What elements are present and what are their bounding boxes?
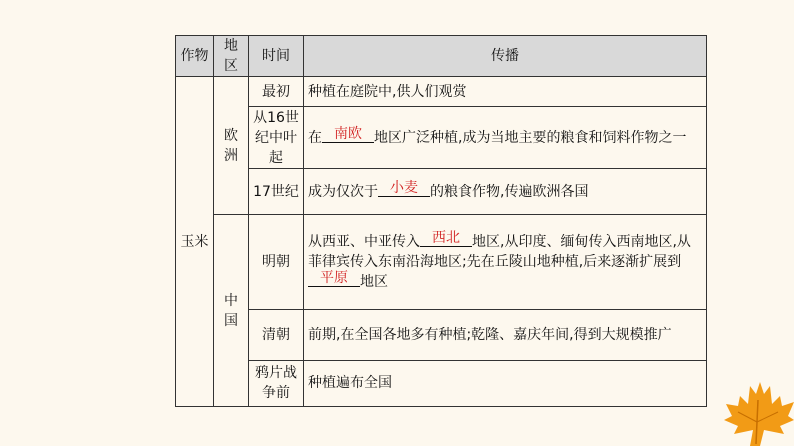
maple-leaf-icon <box>720 380 794 446</box>
description-cell <box>304 107 707 169</box>
answer-blank: 平原 <box>308 270 360 287</box>
time-cell: 最初 <box>249 77 304 107</box>
table-row <box>176 310 707 360</box>
table-row <box>176 168 707 214</box>
header-spread: 传播 <box>304 36 707 77</box>
description-text: 的粮食作物,传遍欧洲各国 <box>430 183 589 200</box>
table-row <box>176 215 707 310</box>
time-cell: 明朝 <box>249 215 304 310</box>
description-text: 地区,从印度、缅甸传入西南地区,从菲律宾传入东南沿海地区;先在丘陵山地种植,后来逐渐扩展到 <box>308 234 691 271</box>
time-cell: 清朝 <box>249 310 304 360</box>
time-cell: 鸦片战争前 <box>249 360 304 406</box>
answer-blank: 小麦 <box>378 180 430 197</box>
table-row <box>176 360 707 406</box>
description-cell: 种植在庭院中,供人们观赏 <box>304 77 707 107</box>
answer-blank: 西北 <box>420 230 472 247</box>
table-header-row <box>176 36 707 77</box>
description-text: 地区广泛种植,成为当地主要的粮食和饲料作物之一 <box>374 129 687 146</box>
description-cell <box>304 215 707 310</box>
time-cell: 17世纪 <box>249 168 304 214</box>
description-cell <box>304 168 707 214</box>
table-row <box>176 107 707 169</box>
description-cell: 种植遍布全国 <box>304 360 707 406</box>
time-cell: 从16世纪中叶起 <box>249 107 304 169</box>
description-text: 在 <box>308 129 322 146</box>
crop-spread-table <box>175 35 707 407</box>
description-text: 从西亚、中亚传入 <box>308 234 420 251</box>
header-region: 地区 <box>214 36 249 77</box>
table-row <box>176 77 707 107</box>
crop-cell: 玉米 <box>176 77 214 407</box>
region-china: 中国 <box>214 215 249 407</box>
region-europe: 欧洲 <box>214 77 249 215</box>
answer-blank: 南欧 <box>322 126 374 143</box>
description-text: 成为仅次于 <box>308 183 378 200</box>
header-crop: 作物 <box>176 36 214 77</box>
description-cell: 前期,在全国各地多有种植;乾隆、嘉庆年间,得到大规模推广 <box>304 310 707 360</box>
header-time: 时间 <box>249 36 304 77</box>
description-text: 地区 <box>360 274 388 291</box>
